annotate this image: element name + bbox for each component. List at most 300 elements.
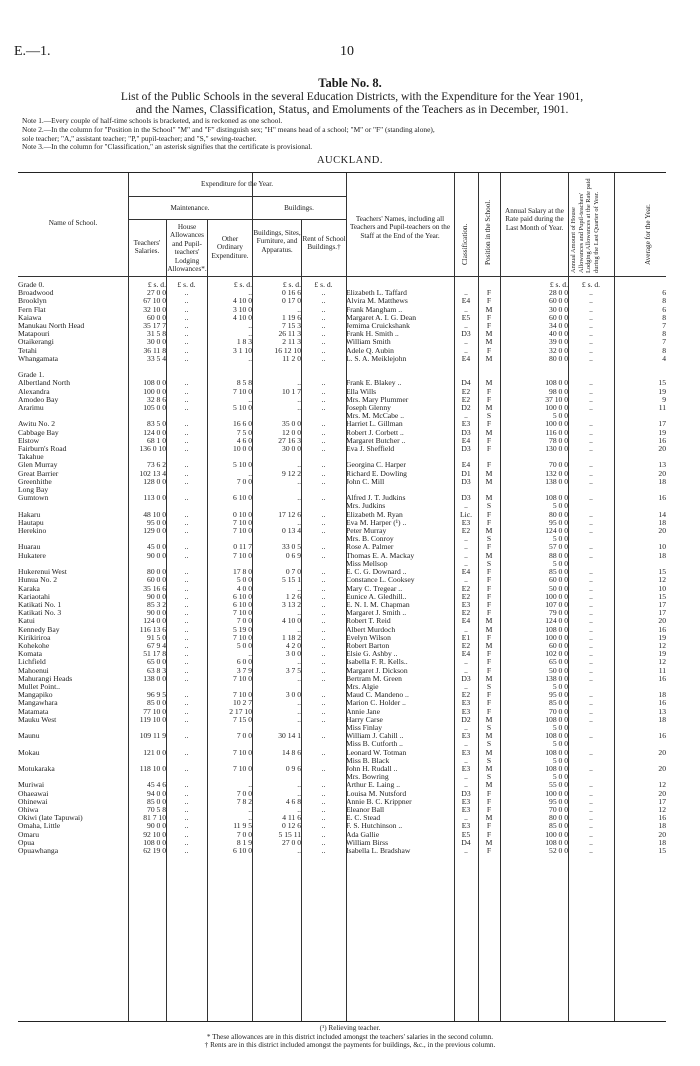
classification: E5 <box>461 830 471 839</box>
other-expenditure: 5 0 0 <box>236 576 252 585</box>
table-row <box>18 716 666 724</box>
teacher-name: William Smith <box>346 338 391 347</box>
annual-salary: 138 0 0 <box>545 674 568 683</box>
house-allowances: .. <box>184 469 189 478</box>
table-row <box>18 543 666 551</box>
table-row <box>18 494 666 502</box>
teacher-name: Jemima Cruickshank <box>346 322 410 331</box>
annual-allowance: .. <box>589 469 593 478</box>
position: F <box>486 289 492 298</box>
rent: .. <box>321 838 326 847</box>
position: F <box>486 387 492 396</box>
annual-allowance: .. <box>589 576 593 585</box>
teacher-name: Isabella L. Bradshaw <box>346 847 411 855</box>
average: 13 <box>658 707 666 716</box>
buildings-sites: 3 0 0 <box>285 691 301 700</box>
teachers-salaries: 45 4 6 <box>147 781 166 790</box>
classification <box>454 281 478 289</box>
classification: D3 <box>461 477 471 486</box>
table-row <box>18 601 666 609</box>
buildings-sites <box>252 502 301 510</box>
position: M <box>485 428 493 437</box>
teachers-salaries: 62 19 0 <box>143 847 166 855</box>
buildings-sites: .. <box>297 699 301 708</box>
teacher-name: John H. Rudall .. <box>346 764 398 773</box>
col-rent: Rent of School Buildings.† <box>302 235 346 252</box>
annual-allowance: .. <box>589 551 593 560</box>
position: M <box>485 674 493 683</box>
position: F <box>486 568 492 577</box>
school-name: Ararimu <box>18 404 44 413</box>
teachers-salaries: 92 10 0 <box>143 830 166 839</box>
position: F <box>486 395 492 404</box>
annual-allowance: .. <box>589 297 593 306</box>
annual-salary: 85 0 0 <box>549 568 568 577</box>
classification: D4 <box>461 379 471 388</box>
other-expenditure: .. <box>248 650 252 659</box>
school-name: Kirikiriroa <box>18 633 51 642</box>
table-row <box>18 650 666 658</box>
table-row <box>18 781 666 789</box>
house-allowances: .. <box>184 305 189 314</box>
classification: D3 <box>461 674 471 683</box>
house-allowances: .. <box>184 715 189 724</box>
footnote: † Rents are in this district included amongst the payments for buildings, &c., in the previous column. <box>204 1041 496 1049</box>
teacher-name: Constance L. Cooksey <box>346 576 415 585</box>
average: 18 <box>658 551 666 560</box>
annual-salary: 108 0 0 <box>545 494 568 503</box>
classification: D3 <box>461 789 471 798</box>
annual-allowance: .. <box>589 461 593 470</box>
position: F <box>486 650 492 659</box>
rent <box>301 683 346 691</box>
table-row <box>18 634 666 642</box>
annual-allowance: .. <box>589 715 593 724</box>
rent: .. <box>321 764 326 773</box>
house-allowances: .. <box>184 584 189 593</box>
annual-allowance: .. <box>589 838 593 847</box>
teachers-salaries: 129 0 0 <box>143 527 166 536</box>
annual-allowance: .. <box>589 814 593 823</box>
teacher-name: Frank H. Smith .. <box>346 330 399 339</box>
position: M <box>485 748 493 757</box>
buildings-sites: £ s. d. <box>282 281 301 289</box>
classification <box>454 486 478 494</box>
other-expenditure: 7 10 0 <box>233 518 252 527</box>
house-allowances: .. <box>184 658 189 667</box>
house-allowances: .. <box>184 297 189 306</box>
annual-salary: 5 0 0 <box>552 773 568 782</box>
house-allowances: .. <box>184 445 189 454</box>
house-allowances: .. <box>184 494 189 503</box>
table-row <box>18 839 666 847</box>
average: 16 <box>658 699 666 708</box>
rent: .. <box>321 338 326 347</box>
average: 20 <box>658 748 666 757</box>
teachers-salaries: 108 0 0 <box>143 838 166 847</box>
position: M <box>485 732 493 741</box>
classification: .. <box>464 682 468 691</box>
annual-salary: 108 0 0 <box>545 838 568 847</box>
average <box>614 724 666 732</box>
col-position: Position in the School. <box>484 199 492 265</box>
school-name: Hukatere <box>18 551 46 560</box>
teacher-name <box>346 371 454 379</box>
rent: .. <box>321 625 326 634</box>
col-annual-allowances: Annual Amount of House Allowances and Pupil-teachers' Lodging Allowances at the Rate paid during the Last Quarter of Year. <box>570 178 600 273</box>
position: M <box>485 527 493 536</box>
house-allowances: .. <box>184 313 189 322</box>
average: 6 <box>662 305 666 314</box>
annual-salary: 5 0 0 <box>552 682 568 691</box>
teacher-name: Miss Mellsop <box>346 559 388 568</box>
teachers-salaries: 136 0 10 <box>139 445 166 454</box>
rent <box>301 773 346 781</box>
position: M <box>485 781 493 790</box>
spacer-row <box>18 363 666 371</box>
house-allowances: .. <box>184 518 189 527</box>
table-row <box>18 642 666 650</box>
position: M <box>485 551 493 560</box>
teacher-name: Annie Jane <box>346 707 380 716</box>
classification: E4 <box>461 354 471 363</box>
house-allowances: .. <box>184 609 189 618</box>
buildings-sites: 1 2 6 <box>285 592 301 601</box>
annual-allowance: .. <box>589 313 593 322</box>
average: 19 <box>658 387 666 396</box>
buildings-sites <box>252 363 301 371</box>
teacher-name <box>346 363 454 371</box>
teacher-name: Eunice A. Gledhill.. <box>346 592 407 601</box>
annual-allowance: .. <box>589 354 593 363</box>
classification: D4 <box>461 838 471 847</box>
classification: E3 <box>461 420 471 429</box>
table-row <box>18 347 666 355</box>
classification: .. <box>464 576 468 585</box>
classification <box>454 371 478 379</box>
annual-salary: 80 0 0 <box>549 354 568 363</box>
annual-allowance: .. <box>589 305 593 314</box>
house-allowances: .. <box>184 592 189 601</box>
position: F <box>486 691 492 700</box>
house-allowances <box>166 724 207 732</box>
house-allowances: .. <box>184 576 189 585</box>
annual-allowance <box>568 486 614 494</box>
rent: .. <box>321 732 326 741</box>
rent: .. <box>321 847 326 855</box>
col-other-expenditure: Other Ordinary Expenditure. <box>211 235 249 260</box>
annual-allowance: .. <box>589 330 593 339</box>
other-expenditure: 7 10 0 <box>233 609 252 618</box>
other-expenditure: 7 10 0 <box>233 691 252 700</box>
school-name: Mahurangi Heads <box>18 674 73 683</box>
table-row <box>18 453 666 461</box>
teacher-name: Miss B. Black <box>346 756 390 765</box>
house-allowances <box>166 535 207 543</box>
buildings-sites: 5 15 11 <box>278 830 301 839</box>
other-expenditure: 7 10 0 <box>233 764 252 773</box>
teachers-salaries <box>128 453 166 461</box>
rent: .. <box>321 617 326 626</box>
annual-allowance: .. <box>589 477 593 486</box>
buildings-sites: .. <box>297 584 301 593</box>
note-line: sole teacher; "A," assistant teacher; "P," pupil-teacher; and "S," sewing-teacher. <box>22 133 257 143</box>
house-allowances: .. <box>184 404 189 413</box>
annual-salary: 60 0 0 <box>549 576 568 585</box>
classification: E2 <box>461 527 471 536</box>
position: F <box>486 633 492 642</box>
rent: .. <box>321 707 326 716</box>
table-row <box>18 724 666 732</box>
classification: E3 <box>461 797 471 806</box>
teacher-name: Harry Carse <box>346 715 383 724</box>
average <box>614 740 666 748</box>
average: 19 <box>658 633 666 642</box>
grade-row <box>18 281 666 289</box>
annual-salary: 34 0 0 <box>549 322 568 331</box>
school-name <box>18 363 128 371</box>
annual-salary: 5 0 0 <box>552 502 568 511</box>
average: 19 <box>658 428 666 437</box>
classification: E3 <box>461 822 471 831</box>
buildings-sites: .. <box>297 658 301 667</box>
teachers-salaries: 119 10 0 <box>139 715 166 724</box>
table-row <box>18 765 666 773</box>
rent: .. <box>321 420 326 429</box>
position <box>478 486 500 494</box>
teachers-salaries: 102 13 4 <box>139 469 166 478</box>
average <box>614 502 666 510</box>
table-row <box>18 511 666 519</box>
classification: E3 <box>461 518 471 527</box>
annual-allowance: .. <box>589 609 593 618</box>
other-expenditure: 4 10 0 <box>233 297 252 306</box>
teacher-name: Albert Murdoch <box>346 625 396 634</box>
annual-salary: 100 0 0 <box>545 633 568 642</box>
position: M <box>485 814 493 823</box>
other-expenditure: 7 10 0 <box>233 674 252 683</box>
average <box>614 281 666 289</box>
classification: .. <box>464 723 468 732</box>
house-allowances: .. <box>184 346 189 355</box>
notes <box>22 117 682 152</box>
classification: E2 <box>461 691 471 700</box>
rent: .. <box>321 379 326 388</box>
teachers-salaries: 32 8 6 <box>147 395 166 404</box>
classification: E2 <box>461 395 471 404</box>
classification: E4 <box>461 650 471 659</box>
house-allowances: .. <box>184 822 189 831</box>
classification: E5 <box>461 313 471 322</box>
average: 18 <box>658 822 666 831</box>
teacher-name: Frank Mangham .. <box>346 305 403 314</box>
position: F <box>486 797 492 806</box>
annual-allowance: .. <box>589 289 593 298</box>
school-name: Elstow <box>18 436 40 445</box>
rent: .. <box>321 691 326 700</box>
house-allowances: .. <box>184 797 189 806</box>
annual-allowance: .. <box>589 847 593 855</box>
position: F <box>486 420 492 429</box>
average: 17 <box>658 609 666 618</box>
table-row <box>18 412 666 420</box>
position: M <box>485 305 493 314</box>
annual-allowance <box>568 502 614 510</box>
teachers-salaries: 48 10 0 <box>143 510 166 519</box>
table-row <box>18 790 666 798</box>
annual-salary: 28 0 0 <box>549 289 568 298</box>
average: 11 <box>658 404 666 413</box>
grade-label: Grade 1. <box>18 371 45 380</box>
annual-allowance <box>568 453 614 461</box>
school-name: Kohekohe <box>18 641 50 650</box>
teachers-salaries: 124 0 0 <box>143 617 166 626</box>
school-name: Okiwi (late Tapuwai) <box>18 814 83 823</box>
annual-salary: 108 0 0 <box>545 625 568 634</box>
school-name <box>18 740 128 748</box>
position: F <box>486 592 492 601</box>
buildings-sites <box>252 535 301 543</box>
buildings-sites: .. <box>297 518 301 527</box>
teachers-salaries: 85 0 0 <box>147 699 166 708</box>
house-allowances: .. <box>184 707 189 716</box>
other-expenditure: 3 1 10 <box>233 346 252 355</box>
average: 16 <box>658 436 666 445</box>
other-expenditure: 17 8 0 <box>233 568 252 577</box>
rent: .. <box>321 600 326 609</box>
school-name: Hautapu <box>18 518 44 527</box>
school-name: Great Barrier <box>18 469 59 478</box>
teacher-name: Maud C. Mandeno .. <box>346 691 409 700</box>
note-line: Note 3.—In the column for "Classification," an asterisk signifies that the certificate is provisional. <box>22 142 313 152</box>
other-expenditure: 4 6 0 <box>236 436 252 445</box>
classification: .. <box>464 559 468 568</box>
rent: .. <box>321 428 326 437</box>
average: 17 <box>658 797 666 806</box>
position: F <box>486 658 492 667</box>
annual-allowance <box>568 683 614 691</box>
teacher-name: Arthur E. Laing .. <box>346 781 400 790</box>
teachers-salaries: 31 5 8 <box>147 330 166 339</box>
school-name: Komata <box>18 650 43 659</box>
buildings-sites <box>252 453 301 461</box>
annual-salary: 78 0 0 <box>549 436 568 445</box>
other-expenditure: 3 7 9 <box>236 666 252 675</box>
col-buildings-sites: Buildings, Sites, Furniture, and Apparatus. <box>253 229 301 254</box>
school-name <box>18 560 128 568</box>
table-row <box>18 560 666 568</box>
teachers-salaries: 113 0 0 <box>143 494 166 503</box>
school-name: Whangamata <box>18 354 59 363</box>
other-expenditure: 5 19 0 <box>233 625 252 634</box>
other-expenditure: 7 10 0 <box>233 633 252 642</box>
teachers-salaries: 77 10 0 <box>143 707 166 716</box>
buildings-sites: .. <box>297 707 301 716</box>
school-name: Fern Flat <box>18 305 46 314</box>
buildings-sites: .. <box>297 847 301 855</box>
house-allowances: .. <box>184 322 189 331</box>
annual-salary: 100 0 0 <box>545 789 568 798</box>
annual-salary: 5 0 0 <box>552 535 568 544</box>
classification: .. <box>464 535 468 544</box>
classification <box>454 453 478 461</box>
table-row <box>18 699 666 707</box>
annual-salary: 65 0 0 <box>549 658 568 667</box>
house-allowances: .. <box>184 420 189 429</box>
rent: .. <box>321 789 326 798</box>
buildings-sites: .. <box>297 494 301 503</box>
other-expenditure <box>207 773 252 781</box>
teachers-salaries: 91 5 0 <box>147 633 166 642</box>
annual-salary: 108 0 0 <box>545 379 568 388</box>
teachers-salaries <box>128 363 166 371</box>
school-name: Omaru <box>18 830 40 839</box>
annual-allowance: £ s. d. <box>581 281 601 289</box>
annual-salary: 130 0 0 <box>545 445 568 454</box>
classification: .. <box>464 543 468 552</box>
annual-allowance: .. <box>589 830 593 839</box>
school-name: Mangawhara <box>18 699 58 708</box>
house-allowances: .. <box>184 338 189 347</box>
buildings-sites: .. <box>297 674 301 683</box>
house-allowances: .. <box>184 600 189 609</box>
school-name: Hunua No. 2 <box>18 576 58 585</box>
col-average: Average for the Year. <box>644 204 652 265</box>
teachers-salaries: 32 10 0 <box>143 305 166 314</box>
annual-allowance: .. <box>589 633 593 642</box>
teacher-name: William Birss <box>346 838 389 847</box>
table-row <box>18 740 666 748</box>
table-row <box>18 486 666 494</box>
buildings-sites: 0 17 0 <box>282 297 301 306</box>
house-allowances: .. <box>184 830 189 839</box>
other-expenditure: 7 8 2 <box>236 797 252 806</box>
other-expenditure <box>207 757 252 765</box>
annual-allowance: .. <box>589 584 593 593</box>
classification: E4 <box>461 617 471 626</box>
buildings-sites: 1 18 2 <box>282 633 301 642</box>
annual-allowance <box>568 740 614 748</box>
other-expenditure: 7 5 0 <box>236 428 252 437</box>
teacher-name <box>346 486 454 494</box>
buildings-sites: .. <box>297 305 301 314</box>
classification: .. <box>464 346 468 355</box>
table-row <box>18 338 666 346</box>
rent <box>301 560 346 568</box>
rent: .. <box>321 322 326 331</box>
average: 11 <box>658 666 666 675</box>
position <box>478 371 500 379</box>
average: 12 <box>658 576 666 585</box>
school-name <box>18 757 128 765</box>
buildings-sites: 30 0 0 <box>282 445 301 454</box>
position <box>478 281 500 289</box>
buildings-sites: 4 11 6 <box>282 814 301 823</box>
other-expenditure: 4 0 0 <box>236 584 252 593</box>
annual-salary: 40 0 0 <box>549 330 568 339</box>
rent: .. <box>321 477 326 486</box>
annual-allowance <box>568 773 614 781</box>
school-name: Omaha, Little <box>18 822 61 831</box>
buildings-sites: .. <box>297 461 301 470</box>
buildings-sites: 4 6 8 <box>285 797 301 806</box>
table-row <box>18 749 666 757</box>
buildings-sites: 1 19 6 <box>282 313 301 322</box>
other-expenditure: 0 10 0 <box>233 510 252 519</box>
annual-salary <box>500 363 568 371</box>
position: F <box>486 461 492 470</box>
buildings-sites <box>252 371 301 379</box>
